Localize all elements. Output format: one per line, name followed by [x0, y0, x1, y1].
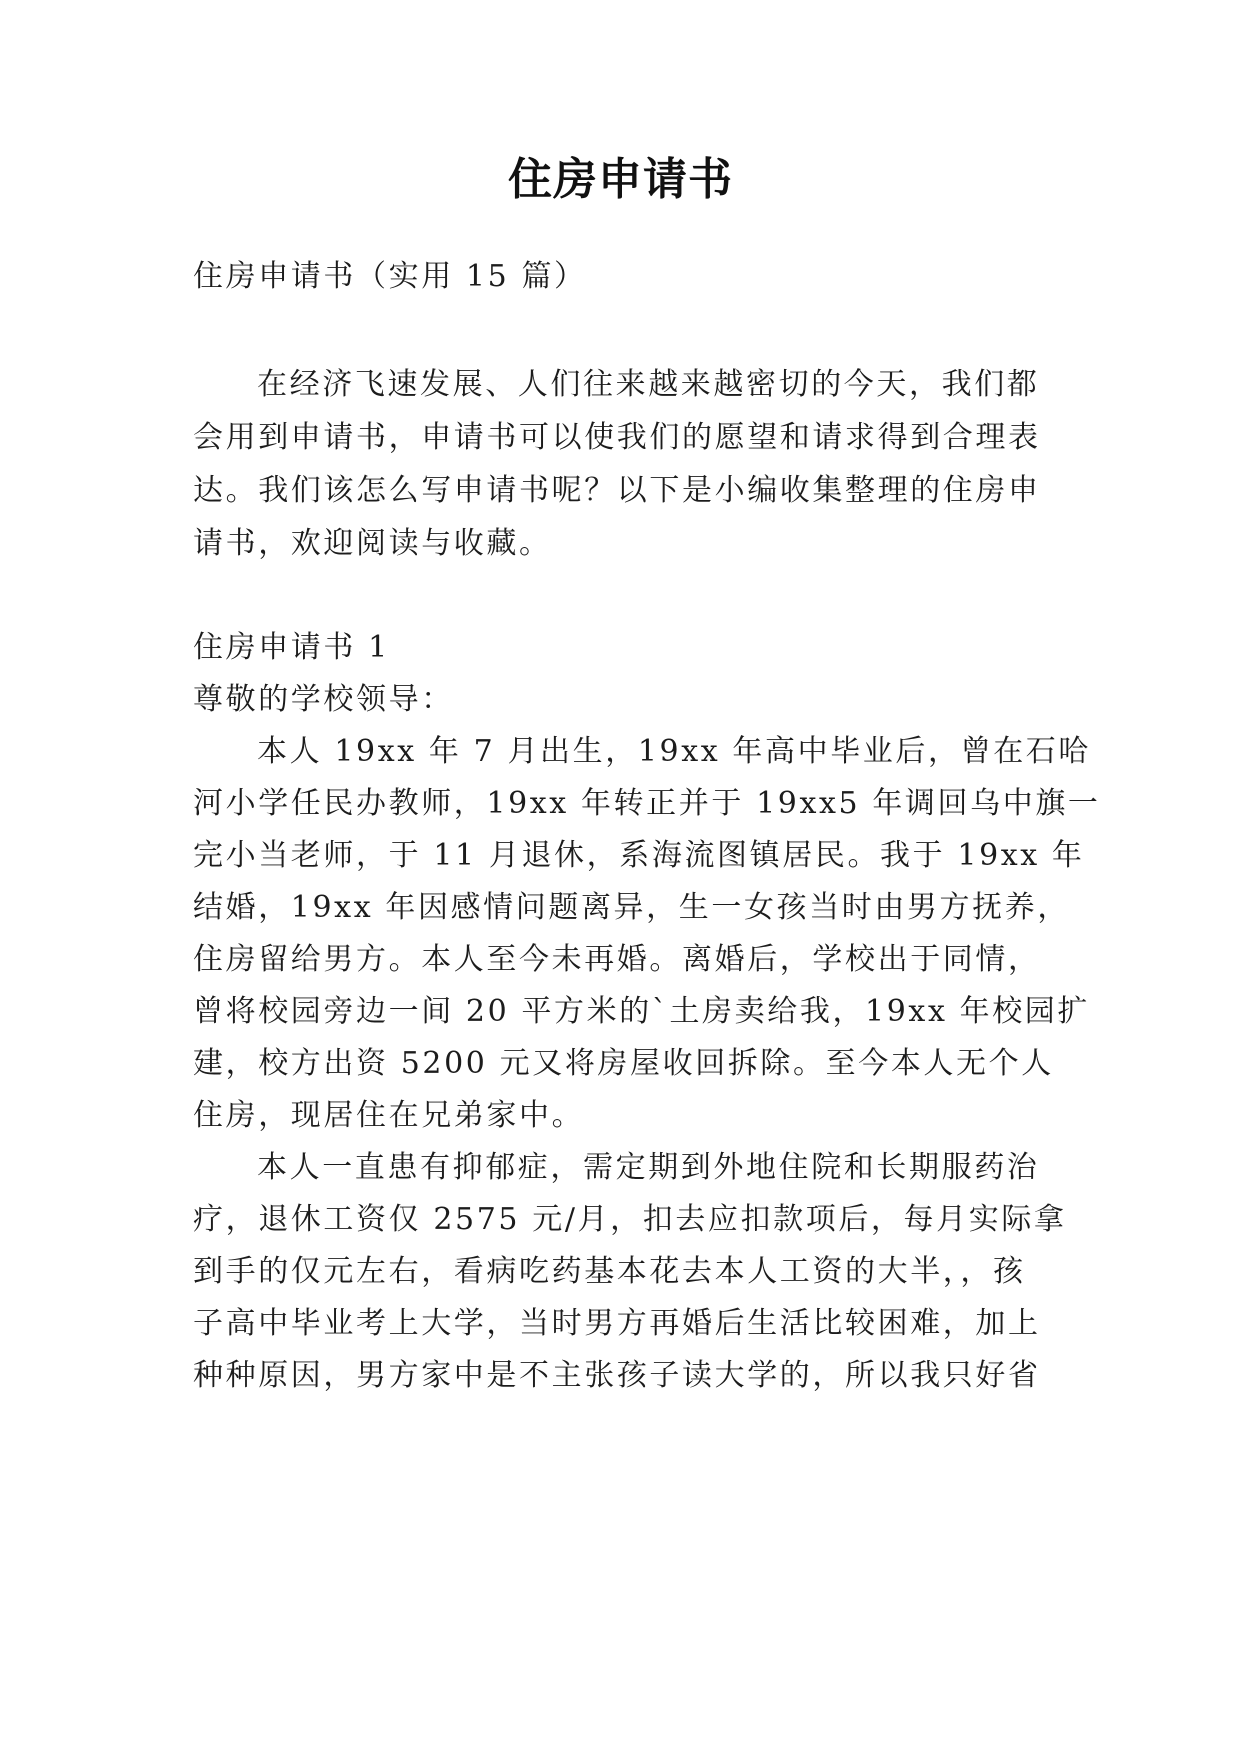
document-title: 住房申请书 — [508, 154, 733, 205]
intro-line: 达。我们该怎么写申请书呢？以下是小编收集整理的住房申 — [193, 473, 1041, 508]
paragraph-line: 结婚，19xx 年因感情问题离异，生一女孩当时由男方抚养， — [193, 890, 1070, 925]
section-title: 住房申请书 1 — [193, 630, 390, 665]
paragraph-line: 子高中毕业考上大学，当时男方再婚后生活比较困难，加上 — [193, 1306, 1041, 1341]
paragraph-line: 住房，现居住在兄弟家中。 — [193, 1098, 585, 1133]
paragraph-line: 河小学任民办教师，19xx 年转正并于 19xx5 年调回乌中旗一 — [193, 786, 1101, 821]
paragraph-line: 到手的仅元左右，看病吃药基本花去本人工资的大半，，孩 — [193, 1254, 1026, 1289]
paragraph-line: 建，校方出资 5200 元又将房屋收回拆除。至今本人无个人 — [193, 1046, 1054, 1081]
paragraph-line: 曾将校园旁边一间 20 平方米的`土房卖给我，19xx 年校园扩 — [193, 994, 1090, 1029]
paragraph-line: 种种原因，男方家中是不主张孩子读大学的，所以我只好省 — [193, 1358, 1041, 1393]
paragraph-line: 住房留给男方。本人至今未再婚。离婚后，学校出于同情， — [193, 942, 1041, 977]
salutation: 尊敬的学校领导： — [193, 682, 454, 717]
paragraph-line: 本人 19xx 年 7 月出生，19xx 年高中毕业后，曾在石哈 — [257, 734, 1091, 769]
document-subtitle: 住房申请书（实用 15 篇） — [193, 259, 587, 294]
intro-line: 请书，欢迎阅读与收藏。 — [193, 526, 552, 561]
intro-line: 会用到申请书，申请书可以使我们的愿望和请求得到合理表 — [193, 420, 1041, 455]
intro-line: 在经济飞速发展、人们往来越来越密切的今天，我们都 — [257, 367, 1040, 402]
paragraph-line: 本人一直患有抑郁症，需定期到外地住院和长期服药治 — [257, 1150, 1040, 1185]
paragraph-line: 完小当老师，于 11 月退休，系海流图镇居民。我于 19xx 年 — [193, 838, 1085, 873]
paragraph-line: 疗，退休工资仅 2575 元/月，扣去应扣款项后，每月实际拿 — [193, 1202, 1067, 1237]
